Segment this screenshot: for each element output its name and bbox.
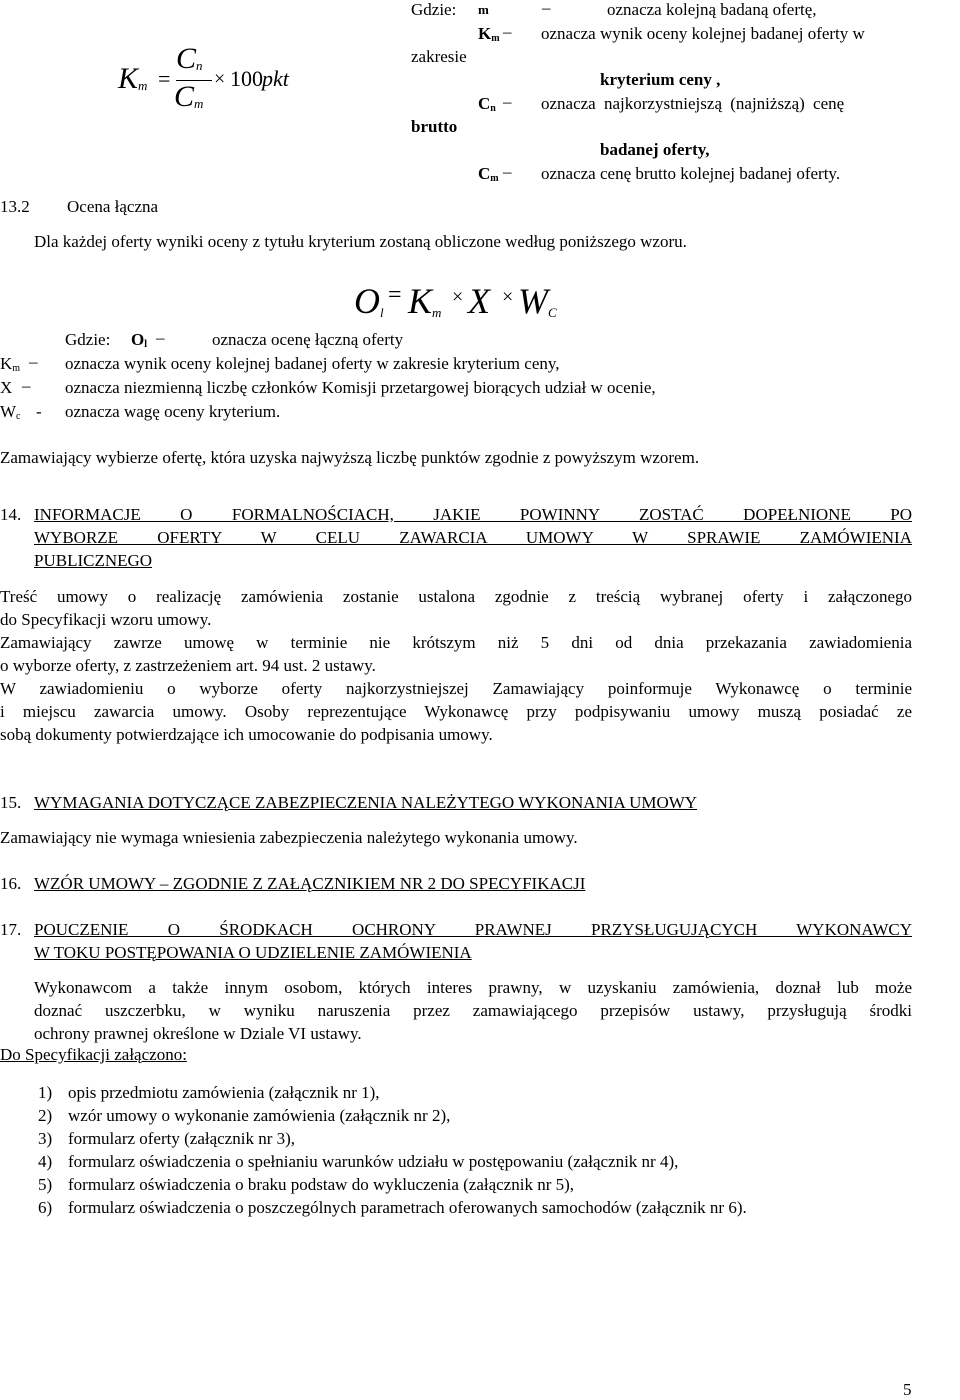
attachment-number: 3) <box>38 1129 53 1148</box>
legend1-cn-text: oznacza najkorzystniejszą (najniższą) cenę <box>541 94 845 113</box>
attachment-number: 1) <box>38 1083 53 1102</box>
legend1-m-dash: – <box>542 0 551 17</box>
formula1-equals: = <box>158 66 171 91</box>
section-15-title: WYMAGANIA DOTYCZĄCE ZABEZPIECZENIA NALEŻYTEGO WYKONANIA UMOWY <box>34 793 698 812</box>
legend2-ol-symbol: $O_l$ <box>131 330 148 350</box>
formula2-times-2: × <box>502 286 514 308</box>
legend2-km-symbol: $K_m$ <box>0 354 21 374</box>
section-14-paragraph-3: W zawiadomieniu o wyborze oferty najkorzystniejszej Zamawiający poinformuje Wykonawcę o terminie i miejscu zawarcia umowy. Osoby reprezentujące Wykonawcę przy podpisywaniu umowy muszą posiadać ze sobą dokumenty potwierdzające ich umocowanie do podpisania umowy. <box>0 679 912 744</box>
formula2-equals: = <box>388 282 402 308</box>
formula2-times-1: × <box>452 286 464 308</box>
legend1-cm-text: oznacza cenę brutto kolejnej badanej oferty. <box>541 164 841 183</box>
legend2-km-text: oznacza wynik oceny kolejnej badanej oferty w zakresie kryterium ceny, <box>65 354 560 373</box>
legend1-km-dash: – <box>503 22 512 41</box>
attachment-item <box>38 1104 747 1127</box>
attachment-item <box>38 1173 747 1196</box>
attachments-heading: Do Specyfikacji załączono: <box>0 1045 187 1064</box>
section-15-text: Zamawiający nie wymaga wniesienia zabezpieczenia należytego wykonania umowy. <box>0 828 578 847</box>
legend2-wc-symbol: $W_c$ <box>0 402 21 422</box>
section-14-title: INFORMACJE O FORMALNOŚCIACH, JAKIE POWINNY ZOSTAĆ DOPEŁNIONE PO WYBORZE OFERTY W CELU ZAWARCIA UMOWY W SPRAWIE ZAMÓWIENIA PUBLICZNEGO <box>34 505 912 570</box>
legend2-wc-text: oznacza wagę oceny kryterium. <box>65 402 281 421</box>
legend1-cn-symbol: $C_n$ <box>478 94 496 114</box>
section-17-title: POUCZENIE O ŚRODKACH OCHRONY PRAWNEJ PRZYSŁUGUJĄCYCH WYKONAWCY W TOKU POSTĘPOWANIA O UDZIELENIE ZAMÓWIENIA <box>34 920 912 962</box>
section-13-2-number: 13.2 <box>0 197 30 216</box>
page-number: 5 <box>903 1380 912 1399</box>
legend1-km-symbol: $K_m$ <box>478 24 500 44</box>
formula2-x: X <box>468 281 490 321</box>
legend1-km-cont2: kryterium ceny , <box>600 70 721 89</box>
formula1-factor: 100 <box>230 66 263 91</box>
formula1-times: × <box>214 68 226 90</box>
section-16-number: 16. <box>0 874 22 893</box>
legend2-x-dash: – <box>22 376 31 395</box>
formula1-denominator: $C_m$ <box>174 80 204 113</box>
section-14-number: 14. <box>0 505 22 524</box>
attachment-text: formularz oświadczenia o braku podstaw do wykluczenia (załącznik nr 5), <box>68 1175 575 1194</box>
attachment-text: formularz oferty (załącznik nr 3), <box>68 1129 296 1148</box>
attachment-item <box>38 1150 747 1173</box>
formula1-lhs: $K_m$ <box>118 62 148 95</box>
legend2-ol-dash: – <box>156 328 165 347</box>
formula2-o: $O_l$ <box>354 281 384 321</box>
section-14-paragraph-2: Zamawiający zawrze umowę w terminie nie krótszym niż 5 dni od dnia przekazania zawiadomienia o wyborze oferty, z zastrzeżeniem art. 94 ust. 2 ustawy. <box>0 633 912 675</box>
legend1-cn-cont2: badanej oferty, <box>600 140 710 159</box>
formula1-unit: pkt <box>262 66 289 91</box>
legend1-km-text: oznacza wynik oceny kolejnej badanej oferty w <box>541 24 865 43</box>
section-13-2-title: Ocena łączna <box>67 197 159 216</box>
legend1-m-text: oznacza kolejną badaną ofertę, <box>607 0 817 19</box>
legend2-wc-dash: - <box>36 402 42 421</box>
attachment-item <box>38 1081 747 1104</box>
legend1-cn-cont1: brutto <box>411 117 458 136</box>
legend1-m-symbol: m <box>478 2 489 17</box>
section-13-2-intro: Dla każdej oferty wyniki oceny z tytułu kryterium zostaną obliczone według poniższego wzoru. <box>34 232 687 251</box>
attachment-number: 5) <box>38 1175 53 1194</box>
section-16-title: WZÓR UMOWY – ZGODNIE Z ZAŁĄCZNIKIEM NR 2 DO SPECYFIKACJI <box>34 874 586 893</box>
legend2-x-text: oznacza niezmienną liczbę członków Komisji przetargowej biorących udział w ocenie, <box>65 378 656 397</box>
attachment-item <box>38 1127 747 1150</box>
formula1-numerator: $C_n$ <box>176 42 203 75</box>
legend1-cn-dash: – <box>503 92 512 111</box>
section-17-paragraph: Wykonawcom a także innym osobom, których interes prawny, w uzyskaniu zamówienia, doznał lub może doznać uszczerbku, w wyniku naruszenia przez zamawiającego przepisów ustawy, przysługują środki ochrony prawnej określone w Dziale VI ustawy. <box>34 978 912 1043</box>
legend2-gdzie: Gdzie: <box>65 330 111 349</box>
attachment-text: formularz oświadczenia o spełnianiu warunków udziału w postępowaniu (załącznik nr 4), <box>68 1152 679 1171</box>
attachment-text: formularz oświadczenia o poszczególnych parametrach oferowanych samochodów (załącznik nr 6). <box>68 1198 747 1217</box>
attachment-number: 6) <box>38 1198 53 1217</box>
legend1-gdzie: Gdzie: <box>411 0 457 19</box>
legend1-cm-dash: – <box>503 162 512 181</box>
section-15-number: 15. <box>0 793 22 812</box>
attachment-text: opis przedmiotu zamówienia (załącznik nr 1), <box>68 1083 380 1102</box>
attachment-item <box>38 1196 747 1219</box>
legend2-ol-text: oznacza ocenę łączną oferty <box>212 330 404 349</box>
attachment-text: wzór umowy o wykonanie zamówienia (załącznik nr 2), <box>68 1106 451 1125</box>
attachment-number: 2) <box>38 1106 53 1125</box>
formula2-k: $K_m$ <box>408 281 442 321</box>
attachments-list <box>38 1081 747 1219</box>
formula2-w: $W_C$ <box>518 281 557 321</box>
legend2-km-dash: – <box>29 352 38 371</box>
section-14-paragraph-1: Treść umowy o realizację zamówienia zostanie ustalona zgodnie z treścią wybranej oferty i załączonego do Specyfikacji wzoru umowy. <box>0 587 912 629</box>
attachment-number: 4) <box>38 1152 53 1171</box>
section-17-number: 17. <box>0 920 22 939</box>
legend1-km-cont1: zakresie <box>411 47 467 66</box>
legend1-cm-symbol: $C_m$ <box>478 164 499 184</box>
legend2-x-symbol: X <box>0 378 13 397</box>
selection-conclusion: Zamawiający wybierze ofertę, która uzyska najwyższą liczbę punktów zgodnie z powyższym wzorem. <box>0 448 700 467</box>
